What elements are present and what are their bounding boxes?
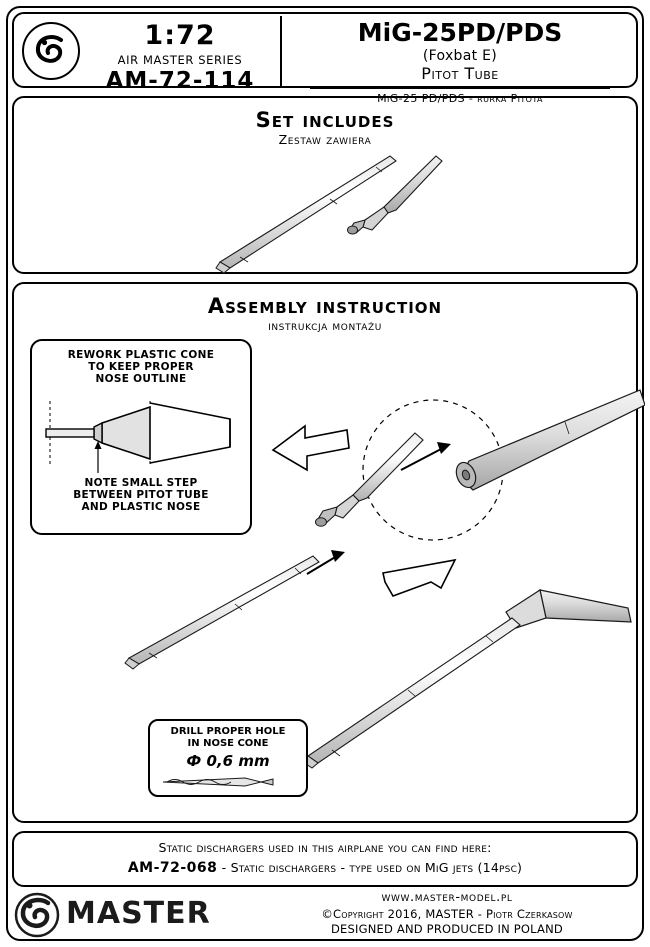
product-code: AM-72-114 xyxy=(105,68,255,94)
set-includes-subtitle: Zestaw zawiera xyxy=(278,132,372,147)
drill-note-box xyxy=(148,719,308,797)
rework-note-line-1: REWORK PLASTIC CONE xyxy=(67,349,215,361)
step-note-line-2: BETWEEN PITOT TUBE xyxy=(73,489,209,501)
footer-note-panel xyxy=(12,831,638,887)
assembly-subtitle: instrukcja montażu xyxy=(268,318,382,333)
header-left-block xyxy=(80,16,282,94)
drill-note-line-1: DRILL PROPER HOLE xyxy=(170,726,286,737)
page-subtitle-2: Pitot Tube xyxy=(421,64,499,83)
assembly-arrow-left-icon xyxy=(273,426,349,470)
rework-note-line-2: TO KEEP PROPER xyxy=(88,361,194,373)
master-swirl-logo-icon xyxy=(22,22,80,80)
header-panel xyxy=(12,12,638,105)
page-title-polish: MiG-25 PD/PDS - rurka Pitota xyxy=(310,88,610,105)
related-product-code: AM-72-068 xyxy=(127,860,218,876)
drill-note-line-2: IN NOSE CONE xyxy=(187,738,269,749)
nose-detail-upper xyxy=(453,390,645,490)
copyright-block xyxy=(257,890,637,936)
footer-note-line-1: Static dischargers used in this airplane you can find here: xyxy=(158,840,492,855)
website-url[interactable]: www.master-model.pl xyxy=(381,890,513,905)
related-product-desc: - Static dischargers - type used on MiG jets (14psc) xyxy=(221,860,523,875)
brand-block xyxy=(14,892,246,934)
pitot-tube-metal-part xyxy=(216,156,396,273)
footer-bar xyxy=(12,890,638,938)
set-includes-parts-drawing xyxy=(180,150,610,280)
page-subtitle: (Foxbat E) xyxy=(422,48,498,64)
made-in-text: DESIGNED AND PRODUCED IN POLAND xyxy=(331,922,563,936)
header-right-block xyxy=(284,14,636,105)
page-title: MiG-25PD/PDS xyxy=(357,18,563,47)
assembled-nose-drawing xyxy=(288,578,633,798)
scale-label: 1:72 xyxy=(144,20,216,51)
drill-diameter: Ф 0,6 mm xyxy=(186,752,270,770)
assembly-title: Assembly instruction xyxy=(207,294,443,318)
drill-bit-icon xyxy=(153,772,303,794)
series-label: AIR MASTER SERIES xyxy=(117,53,243,67)
set-includes-title: Set includes xyxy=(255,108,395,132)
rework-note-box xyxy=(30,339,252,535)
resin-cone-part xyxy=(348,156,443,234)
footer-note-line-2 xyxy=(14,860,636,876)
master-swirl-logo-icon xyxy=(14,892,60,938)
rework-note-line-3: NOSE OUTLINE xyxy=(95,373,187,385)
step-note-line-3: AND PLASTIC NOSE xyxy=(81,501,201,513)
nose-outline-diagram xyxy=(32,389,250,477)
step-note-line-1: NOTE SMALL STEP xyxy=(84,477,198,489)
brand-name: MASTER xyxy=(66,896,211,931)
copyright-text: ©Copyright 2016, MASTER - Piotr Czerkasow xyxy=(321,907,573,921)
